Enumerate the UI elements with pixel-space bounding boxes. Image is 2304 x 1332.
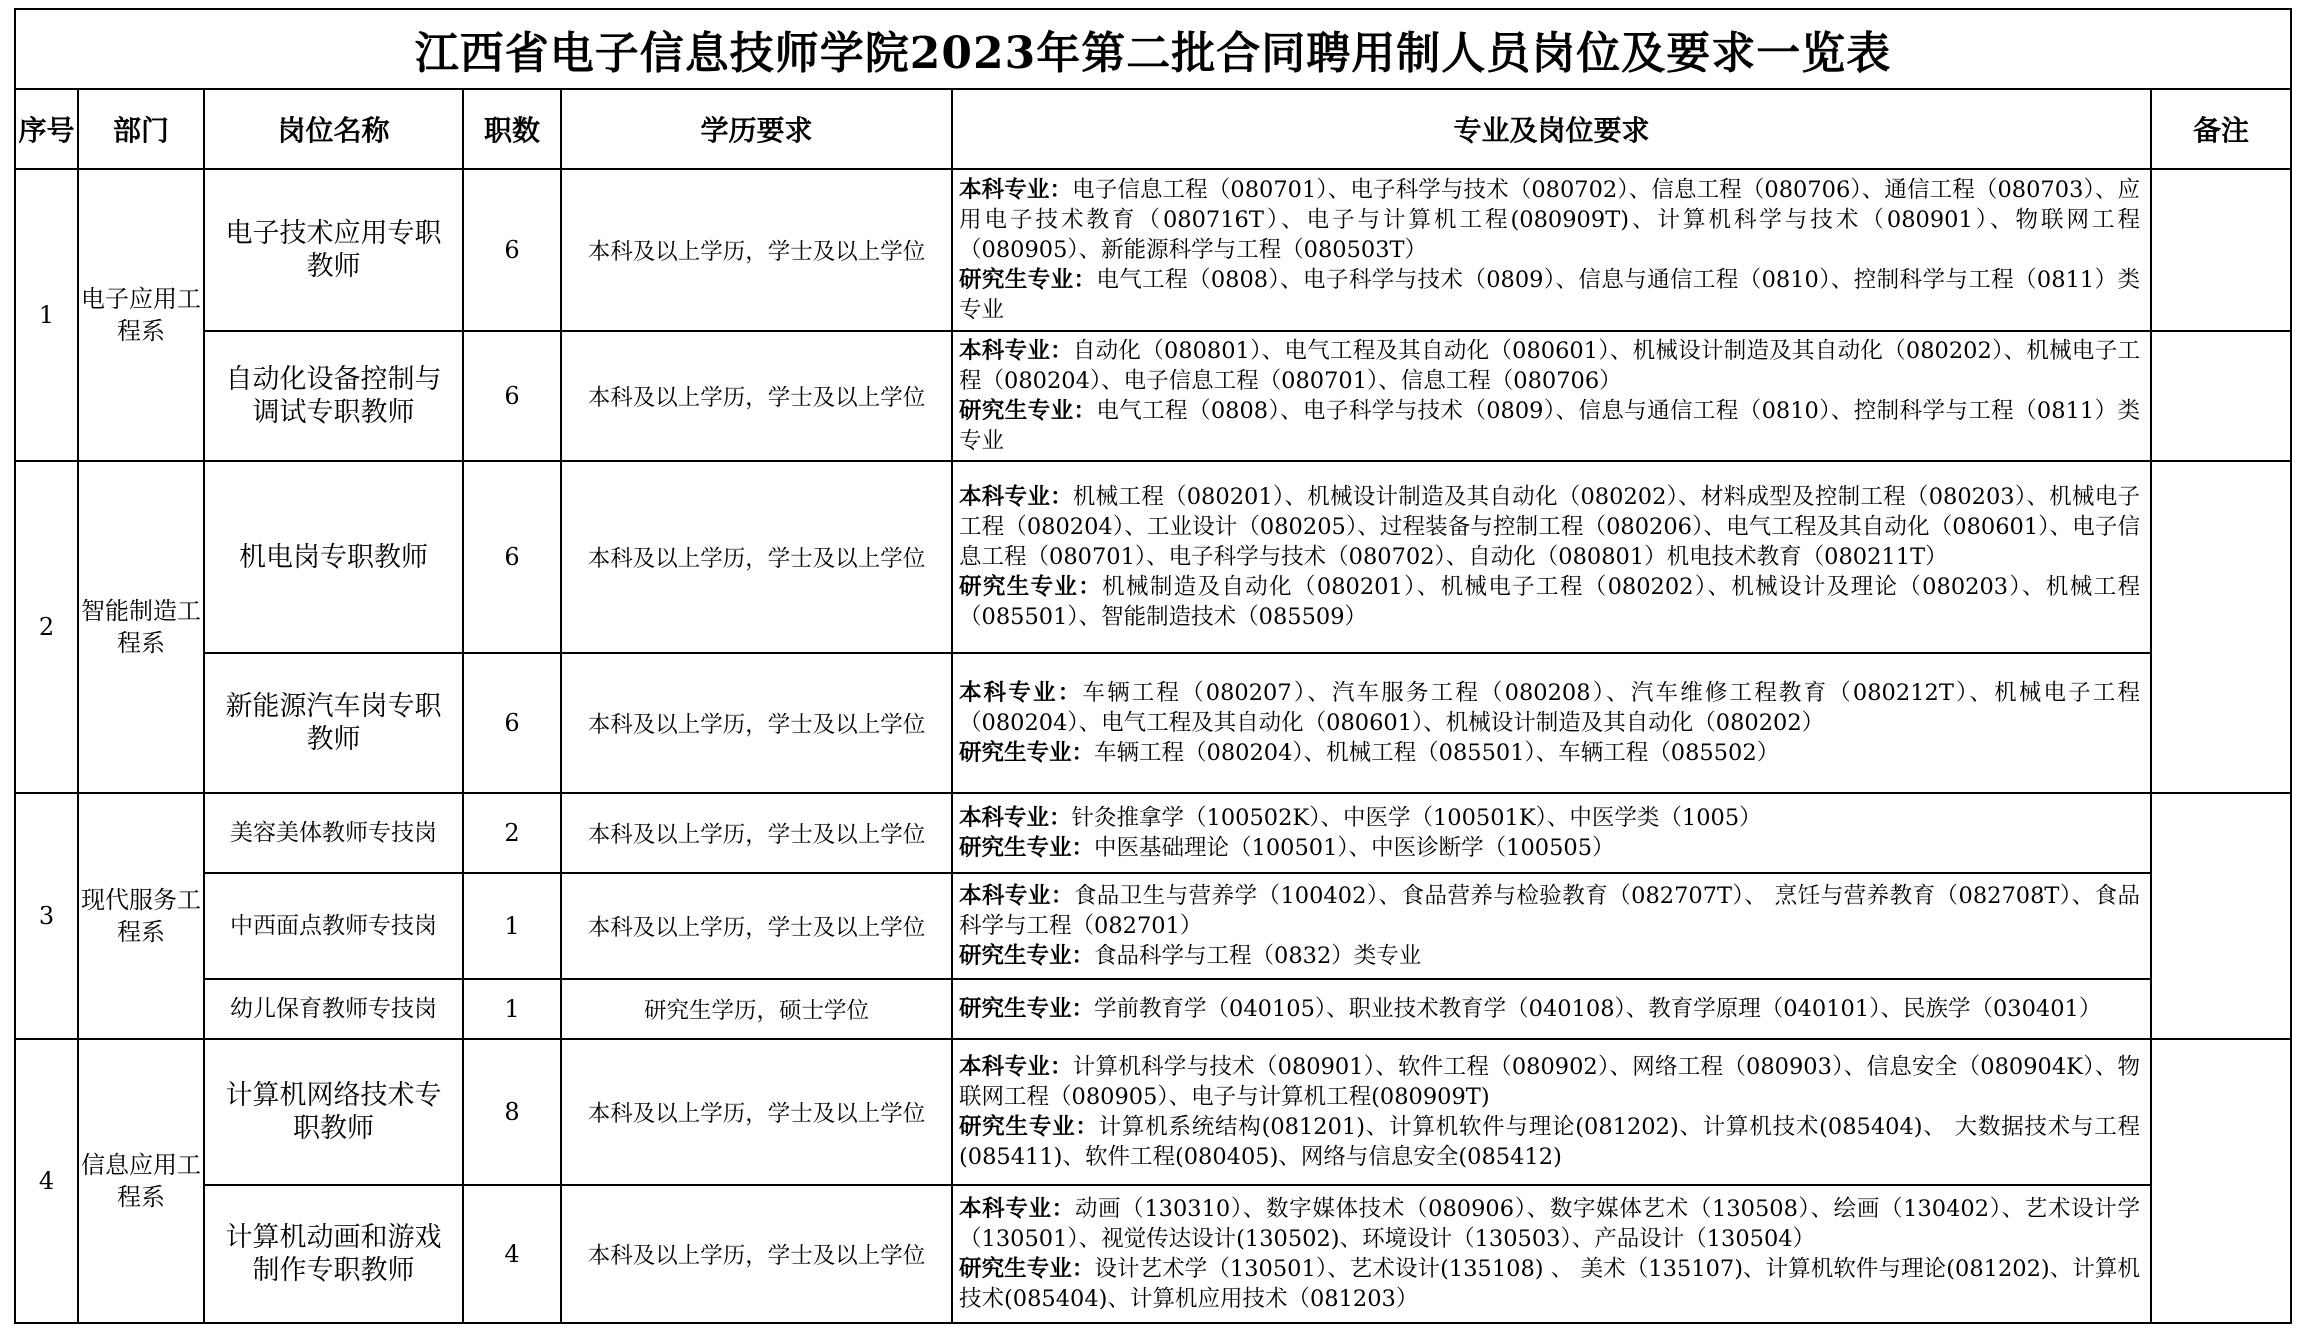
position-cell: 新能源汽车岗专职教师 bbox=[204, 653, 463, 793]
header-row bbox=[15, 89, 2291, 169]
grad-text: 设计艺术学（130501）、艺术设计(135108) 、 美术（135107)、计算机软件与理论(081202)、计算机技术(085404)、计算机应用技术（081203） bbox=[959, 1256, 2140, 1312]
undergrad-line bbox=[959, 1194, 2140, 1254]
table-row bbox=[15, 653, 2291, 793]
undergrad-line bbox=[959, 175, 2140, 265]
count-cell: 6 bbox=[463, 331, 561, 461]
major-requirement-cell bbox=[952, 979, 2151, 1039]
undergrad-text: 自动化（080801）、电气工程及其自动化（080601）、机械设计制造及其自动化（080202）、机械电子工程（080204）、电子信息工程（080701）、信息工程（080706） bbox=[959, 338, 2140, 394]
grad-line bbox=[959, 994, 2140, 1024]
seq-cell: 3 bbox=[15, 793, 78, 1039]
major-requirement-cell bbox=[952, 1185, 2151, 1323]
count-cell: 6 bbox=[463, 169, 561, 331]
grad-line bbox=[959, 572, 2140, 632]
grad-line bbox=[959, 1112, 2140, 1172]
undergrad-text: 车辆工程（080207）、汽车服务工程（080208）、汽车维修工程教育（080212T）、机械电子工程（080204）、电气工程及其自动化（080601）、机械设计制造及其自动化（080202） bbox=[959, 680, 2140, 736]
recruitment-table bbox=[14, 8, 2292, 1324]
seq-cell: 1 bbox=[15, 169, 78, 461]
remark-cell bbox=[2151, 793, 2291, 1039]
undergrad-text: 针灸推拿学（100502K）、中医学（100501K）、中医学类（1005） bbox=[1071, 805, 1762, 831]
undergrad-line bbox=[959, 678, 2140, 738]
grad-text: 车辆工程（080204）、机械工程（085501）、车辆工程（085502） bbox=[1094, 740, 1780, 766]
position-cell: 自动化设备控制与调试专职教师 bbox=[204, 331, 463, 461]
education-cell: 本科及以上学历，学士及以上学位 bbox=[561, 653, 952, 793]
undergrad-text: 机械工程（080201）、机械设计制造及其自动化（080202）、材料成型及控制工程（080203）、机械电子工程（080204）、工业设计（080205）、过程装备与控制工程（080206）、电气工程及其自动化（080601）、电子信息工程（080701）、电子科学与技术（080702）、自动化（080801）机电技术教育（080211T） bbox=[959, 484, 2140, 570]
major-requirement-cell bbox=[952, 653, 2151, 793]
undergrad-label: 本科专业： bbox=[959, 883, 1074, 909]
grad-line bbox=[959, 265, 2140, 325]
undergrad-label: 本科专业： bbox=[959, 805, 1072, 831]
remark-cell bbox=[2151, 461, 2291, 793]
count-cell: 1 bbox=[463, 873, 561, 979]
table-row bbox=[15, 793, 2291, 873]
undergrad-label: 本科专业： bbox=[959, 177, 1073, 203]
grad-line bbox=[959, 396, 2140, 456]
major-requirement-cell bbox=[952, 331, 2151, 461]
remark-cell bbox=[2151, 331, 2291, 461]
education-cell: 本科及以上学历，学士及以上学位 bbox=[561, 169, 952, 331]
count-cell: 6 bbox=[463, 653, 561, 793]
undergrad-line bbox=[959, 881, 2140, 941]
education-cell: 本科及以上学历，学士及以上学位 bbox=[561, 1039, 952, 1185]
undergrad-text: 食品卫生与营养学（100402）、食品营养与检验教育（082707T）、 烹饪与营养教育（082708T）、食品科学与工程（082701） bbox=[959, 883, 2140, 939]
header-remark: 备注 bbox=[2151, 89, 2291, 169]
position-cell: 计算机动画和游戏制作专职教师 bbox=[204, 1185, 463, 1323]
seq-cell: 2 bbox=[15, 461, 78, 793]
grad-line bbox=[959, 941, 2140, 971]
count-cell: 6 bbox=[463, 461, 561, 653]
grad-label: 研究生专业： bbox=[959, 1114, 1099, 1140]
table-row bbox=[15, 461, 2291, 653]
grad-line bbox=[959, 833, 2140, 863]
undergrad-text: 电子信息工程（080701）、电子科学与技术（080702）、信息工程（080706）、通信工程（080703）、应用电子技术教育（080716T）、电子与计算机工程(080909T)、计算机科学与技术（080901）、物联网工程（080905）、新能源科学与工程（080503T） bbox=[959, 177, 2140, 263]
undergrad-line bbox=[959, 336, 2140, 396]
grad-label: 研究生专业： bbox=[959, 398, 1097, 424]
major-requirement-cell bbox=[952, 873, 2151, 979]
table-row bbox=[15, 169, 2291, 331]
grad-text: 食品科学与工程（0832）类专业 bbox=[1094, 943, 1422, 969]
undergrad-line bbox=[959, 482, 2140, 572]
grad-label: 研究生专业： bbox=[959, 1256, 1095, 1282]
undergrad-label: 本科专业： bbox=[959, 680, 1083, 706]
header-count: 职数 bbox=[463, 89, 561, 169]
count-cell: 8 bbox=[463, 1039, 561, 1185]
grad-text: 中医基础理论（100501）、中医诊断学（100505） bbox=[1094, 835, 1615, 861]
position-cell: 电子技术应用专职教师 bbox=[204, 169, 463, 331]
header-major: 专业及岗位要求 bbox=[952, 89, 2151, 169]
seq-cell: 4 bbox=[15, 1039, 78, 1323]
recruitment-table-sheet bbox=[14, 8, 2290, 1324]
major-requirement-cell bbox=[952, 1039, 2151, 1185]
dept-cell: 现代服务工程系 bbox=[78, 793, 204, 1039]
table-row bbox=[15, 331, 2291, 461]
education-cell: 本科及以上学历，学士及以上学位 bbox=[561, 793, 952, 873]
position-cell: 机电岗专职教师 bbox=[204, 461, 463, 653]
grad-text: 电气工程（0808）、电子科学与技术（0809）、信息与通信工程（0810）、控制科学与工程（0811）类专业 bbox=[959, 398, 2140, 454]
dept-cell: 智能制造工程系 bbox=[78, 461, 204, 793]
dept-cell: 信息应用工程系 bbox=[78, 1039, 204, 1323]
education-cell: 本科及以上学历，学士及以上学位 bbox=[561, 461, 952, 653]
grad-text: 电气工程（0808）、电子科学与技术（0809）、信息与通信工程（0810）、控制科学与工程（0811）类专业 bbox=[959, 267, 2140, 323]
undergrad-text: 计算机科学与技术（080901）、软件工程（080902）、网络工程（080903）、信息安全（080904K）、物联网工程（080905）、电子与计算机工程(080909T) bbox=[959, 1054, 2140, 1110]
table-row bbox=[15, 1039, 2291, 1185]
undergrad-line bbox=[959, 803, 2140, 833]
grad-text: 机械制造及自动化（080201）、机械电子工程（080202）、机械设计及理论（080203）、机械工程（085501）、智能制造技术（085509） bbox=[959, 574, 2140, 630]
grad-label: 研究生专业： bbox=[959, 996, 1095, 1022]
grad-line bbox=[959, 738, 2140, 768]
count-cell: 4 bbox=[463, 1185, 561, 1323]
major-requirement-cell bbox=[952, 793, 2151, 873]
count-cell: 1 bbox=[463, 979, 561, 1039]
undergrad-text: 动画（130310）、数字媒体技术（080906）、数字媒体艺术（130508）、绘画（130402）、艺术设计学（130501）、视觉传达设计(130502)、环境设计（130503）、产品设计（130504） bbox=[959, 1196, 2140, 1252]
position-cell: 中西面点教师专技岗 bbox=[204, 873, 463, 979]
table-title: 江西省电子信息技师学院2023年第二批合同聘用制人员岗位及要求一览表 bbox=[15, 9, 2291, 89]
remark-cell bbox=[2151, 1039, 2291, 1323]
grad-text: 计算机系统结构(081201)、计算机软件与理论(081202)、计算机技术(085404)、 大数据技术与工程(085411)、软件工程(080405)、网络与信息安全(085412) bbox=[959, 1114, 2140, 1170]
table-row bbox=[15, 979, 2291, 1039]
grad-label: 研究生专业： bbox=[959, 574, 1103, 600]
remark-cell bbox=[2151, 169, 2291, 331]
header-seq: 序号 bbox=[15, 89, 78, 169]
undergrad-label: 本科专业： bbox=[959, 484, 1073, 510]
table-row bbox=[15, 873, 2291, 979]
grad-label: 研究生专业： bbox=[959, 835, 1095, 861]
education-cell: 研究生学历，硕士学位 bbox=[561, 979, 952, 1039]
undergrad-label: 本科专业： bbox=[959, 1054, 1073, 1080]
education-cell: 本科及以上学历，学士及以上学位 bbox=[561, 873, 952, 979]
position-cell: 计算机网络技术专职教师 bbox=[204, 1039, 463, 1185]
position-cell: 幼儿保育教师专技岗 bbox=[204, 979, 463, 1039]
grad-text: 学前教育学（040105）、职业技术教育学（040108）、教育学原理（040101）、民族学（030401） bbox=[1094, 996, 2102, 1022]
grad-label: 研究生专业： bbox=[959, 740, 1095, 766]
major-requirement-cell bbox=[952, 169, 2151, 331]
grad-label: 研究生专业： bbox=[959, 943, 1095, 969]
header-dept: 部门 bbox=[78, 89, 204, 169]
count-cell: 2 bbox=[463, 793, 561, 873]
dept-cell: 电子应用工程系 bbox=[78, 169, 204, 461]
header-position: 岗位名称 bbox=[204, 89, 463, 169]
grad-line bbox=[959, 1254, 2140, 1314]
major-requirement-cell bbox=[952, 461, 2151, 653]
undergrad-label: 本科专业： bbox=[959, 1196, 1075, 1222]
table-row bbox=[15, 1185, 2291, 1323]
education-cell: 本科及以上学历，学士及以上学位 bbox=[561, 1185, 952, 1323]
education-cell: 本科及以上学历，学士及以上学位 bbox=[561, 331, 952, 461]
header-education: 学历要求 bbox=[561, 89, 952, 169]
undergrad-label: 本科专业： bbox=[959, 338, 1073, 364]
position-cell: 美容美体教师专技岗 bbox=[204, 793, 463, 873]
undergrad-line bbox=[959, 1052, 2140, 1112]
grad-label: 研究生专业： bbox=[959, 267, 1097, 293]
